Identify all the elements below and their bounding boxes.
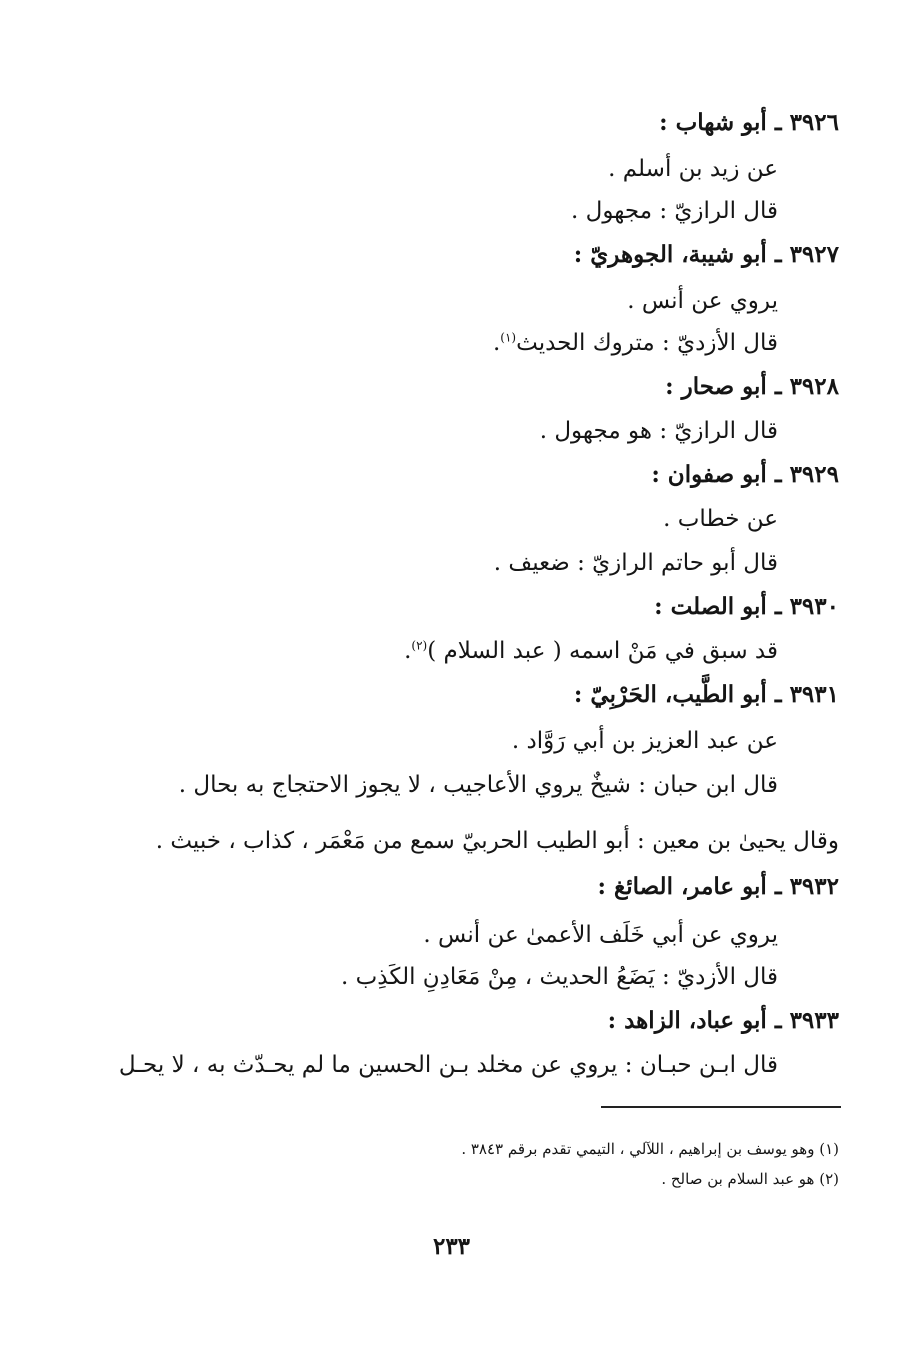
entry-text-3927-2 xyxy=(493,328,778,358)
entry-text-3930-1-main: قد سبق في مَنْ اسمه ( عبد السلام ) xyxy=(427,638,778,664)
page-number: ٢٣٣ xyxy=(432,1233,471,1260)
entry-text-3929-1: عن خطاب . xyxy=(663,506,778,532)
entry-heading-3930: ٣٩٣٠ ـ أبو الصلت : xyxy=(654,593,839,620)
footnote-marker-1: (١) xyxy=(500,330,517,345)
entry-heading-3926: ٣٩٢٦ ـ أبو شهاب : xyxy=(659,109,839,136)
entry-text-3931-1: عن عبد العزيز بن أبي رَوَّاد . xyxy=(511,728,778,754)
entry-heading-3929: ٣٩٢٩ ـ أبو صفوان : xyxy=(651,461,839,488)
entry-text-3926-1: عن زيد بن أسلم . xyxy=(608,156,778,182)
entry-text-3931-3: وقال يحيىٰ بن معين : أبو الطيب الحربيّ سمع من مَعْمَر ، كذاب ، خبيث . xyxy=(155,828,839,854)
entry-heading-3927: ٣٩٢٧ ـ أبو شيبة، الجوهريّ : xyxy=(573,241,839,268)
entry-text-3930-1-end: . xyxy=(404,638,412,664)
entry-text-3927-2-main: قال الأزديّ : متروك الحديث xyxy=(516,330,778,356)
footnote-1: (١) وهو يوسف بن إبراهيم ، اللآلي ، التيمي تقدم برقم ٣٨٤٣ . xyxy=(461,1140,839,1158)
entry-heading-3932: ٣٩٣٢ ـ أبو عامر، الصائغ : xyxy=(597,873,839,900)
footnote-divider xyxy=(601,1106,841,1108)
entry-text-3926-2: قال الرازيّ : مجهول . xyxy=(571,198,778,224)
entry-heading-3928: ٣٩٢٨ ـ أبو صحار : xyxy=(665,373,839,400)
entry-heading-3931: ٣٩٣١ ـ أبو الطَّيب، الحَرْبِيّ : xyxy=(573,681,839,708)
footnote-marker-2: (٢) xyxy=(411,638,428,653)
entry-text-3927-2-end: . xyxy=(492,330,501,356)
entry-text-3931-2: قال ابن حبان : شيخٌ يروي الأعاجيب ، لا يجوز الاحتجاج به بحال . xyxy=(178,772,778,798)
entry-text-3927-1: يروي عن أنس . xyxy=(627,288,778,314)
entry-text-3928-1: قال الرازيّ : هو مجهول . xyxy=(539,418,778,444)
footnote-2: (٢) هو عبد السلام بن صالح . xyxy=(661,1170,839,1188)
entry-text-3932-2: قال الأزديّ : يَضَعُ الحديث ، مِنْ مَعَادِنِ الكَذِب . xyxy=(341,964,778,990)
entry-heading-3933: ٣٩٣٣ ـ أبو عباد، الزاهد : xyxy=(607,1007,839,1034)
entry-text-3930-1 xyxy=(404,636,778,666)
entry-text-3932-1: يروي عن أبي خَلَف الأعمىٰ عن أنس . xyxy=(423,922,778,948)
entry-text-3933-1: قال ابـن حبـان : يروي عن مخلد بـن الحسين ما لم يحـدّث به ، لا يحـل xyxy=(118,1052,778,1078)
entry-text-3929-2: قال أبو حاتم الرازيّ : ضعيف . xyxy=(493,550,778,576)
